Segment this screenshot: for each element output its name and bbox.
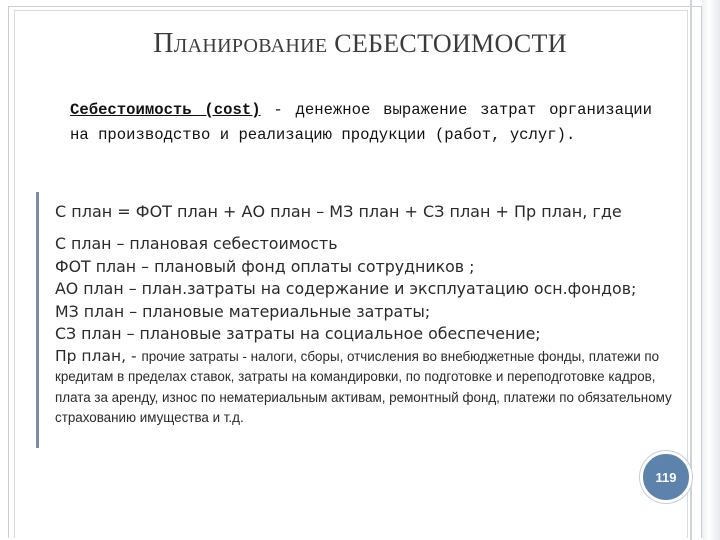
other-costs-text: прочие затраты - налоги, сборы, отчисления во внебюджетные фонды, платежи по кредитам в пределах ставок, затраты на командировки, по подготовке и переподготовке кадров, плата за аренду, износ по нематериальным активам, ремонтный фонд, платежи по обязательному страхованию имущества и т.д.: [55, 348, 672, 425]
legend-item-other-costs: [55, 346, 675, 429]
title-initial: П: [153, 28, 174, 59]
cost-formula: С план = ФОТ план + АО план – МЗ план + СЗ план + Пр план, где: [55, 202, 622, 221]
legend-item-sz-plan: СЗ план – плановые затраты на социальное обеспечение;: [55, 324, 541, 343]
legend-item-mz-plan: МЗ план – плановые материальные затраты;: [55, 301, 431, 321]
legend-item-c-plan: С план – плановая себестоимость: [55, 234, 338, 253]
formula-block: [36, 192, 676, 448]
title-small-caps: ЛАНИРОВАНИЕ: [173, 35, 328, 57]
frame-right-line: [690, 0, 692, 540]
legend-item-fot-plan: ФОТ план – плановый фонд оплаты сотрудников ;: [55, 256, 475, 276]
legend-item-ao-plan: АО план – план.затраты на содержание и эксплуатацию осн.фондов;: [55, 279, 637, 298]
definition-paragraph: [70, 98, 652, 148]
definition-text: - денежное выражение затрат организации на производство и реализацию продукции (работ, услуг).: [70, 101, 652, 144]
slide-title: [0, 28, 720, 60]
other-costs-label: Пр план, -: [55, 346, 142, 365]
page-number-badge: 119: [640, 451, 692, 503]
title-second-word: СЕБЕСТОИМОСТИ: [327, 29, 567, 58]
definition-term: Себестоимость (cost): [70, 101, 261, 119]
frame-right-stripe: [702, 0, 720, 540]
